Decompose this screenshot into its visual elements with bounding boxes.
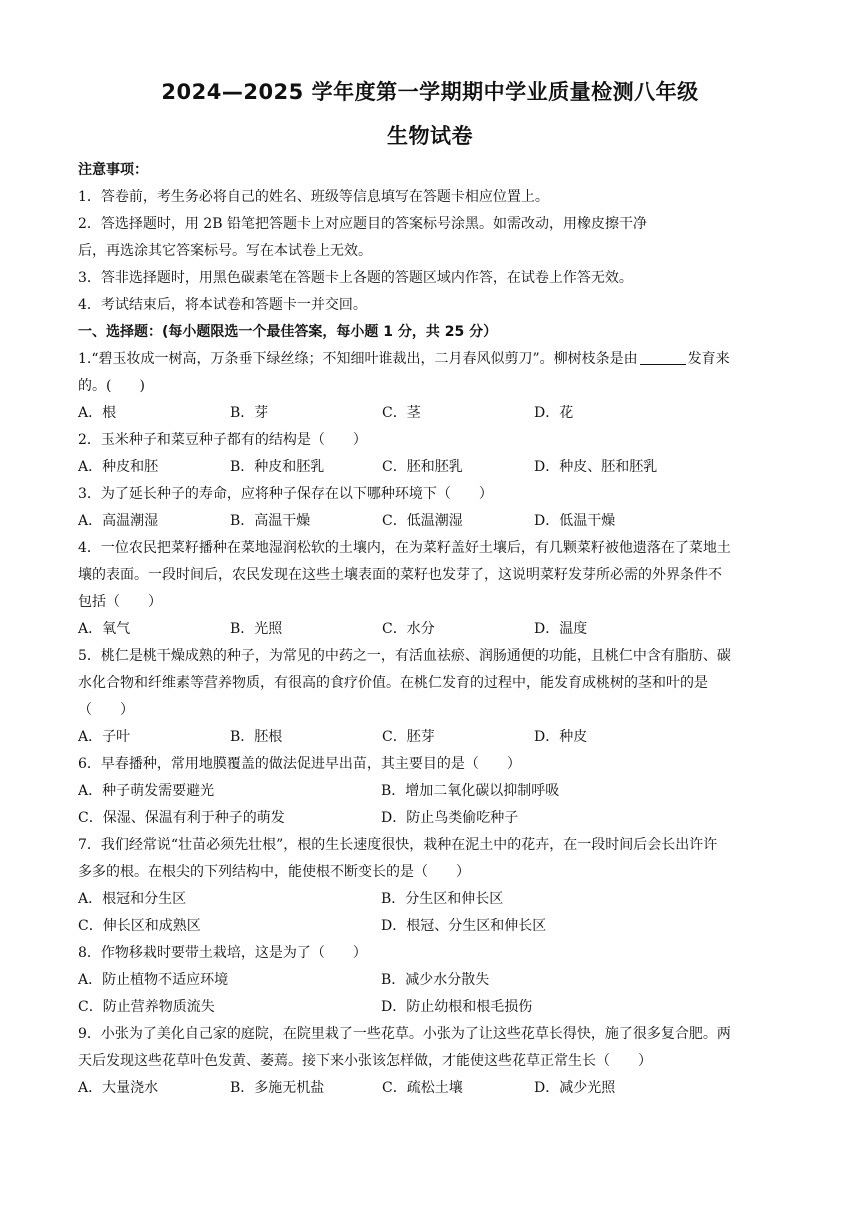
option: C．疏松土壤: [382, 1080, 463, 1096]
option: A．氧气: [78, 621, 131, 637]
question-text: 的。( ): [78, 378, 145, 394]
question-2-stem: 2．玉米种子和菜豆种子都有的结构是（ ）: [78, 432, 367, 448]
option: A．高温潮湿: [78, 513, 159, 529]
question-8-options: [78, 994, 786, 1021]
question-8-stem: 8．作物移栽时要带土栽培，这是为了（ ）: [78, 945, 367, 961]
question-7-options: [78, 913, 786, 940]
option: B．多施无机盐: [230, 1080, 325, 1096]
option: B．高温干燥: [230, 513, 311, 529]
question-4-stem: 4．一位农民把菜籽播种在菜地湿润松软的土壤内，在为菜籽盖好土壤后，有几颗菜籽被他遗落在了菜地土: [78, 540, 731, 556]
option: D．减少光照: [534, 1080, 616, 1096]
question-text: （ ）: [78, 702, 134, 718]
option: A．种子萌发需要避光: [78, 783, 215, 799]
question-3-stem: 3．为了延长种子的寿命，应将种子保存在以下哪种环境下（ ）: [78, 486, 493, 502]
option: C．胚和胚乳: [382, 459, 463, 475]
question-5-stem: 5．桃仁是桃干燥成熟的种子，为常见的中药之一，有活血祛瘀、润肠通便的功能，且桃仁中含有脂肪、碳: [78, 648, 731, 664]
question-7-stem: 7．我们经常说“壮苗必须先壮根”，根的生长速度很快，栽种在泥土中的花卉，在一段时间后会长出许许: [78, 837, 718, 853]
option: D．防止幼根和根毛损伤: [381, 999, 533, 1015]
option: C．低温潮湿: [382, 513, 463, 529]
option: B．胚根: [230, 729, 283, 745]
question-9-options: [78, 1075, 786, 1102]
question-text: 包括（ ）: [78, 594, 162, 610]
option: D．防止鸟类偷吃种子: [381, 810, 519, 826]
answer-blank: [640, 348, 686, 365]
question-6-stem: 6．早春播种，常用地膜覆盖的做法促进早出苗，其主要目的是（ ）: [78, 756, 521, 772]
option: A．大量浇水: [78, 1080, 159, 1096]
question-2-options: [78, 454, 786, 481]
question-text: 多多的根。在根尖的下列结构中，能使根不断变长的是（ ）: [78, 864, 470, 880]
exam-subtitle: 生物试卷: [387, 124, 473, 148]
option: D．种皮: [534, 729, 588, 745]
question-3-options: [78, 508, 786, 535]
question-text: 发育来: [687, 351, 730, 367]
option: A．种皮和胚: [78, 459, 159, 475]
question-5-options: [78, 724, 786, 751]
question-text: 水化合物和纤维素等营养物质，有很高的食疗价值。在桃仁发育的过程中，能发育成桃树的茎和叶的是: [78, 675, 708, 691]
notice-item: 3．答非选择题时，用黑色碳素笔在答题卡上各题的答题区域内作答，在试卷上作答无效。: [78, 270, 633, 286]
notice-item: 2．答选择题时，用 2B 铅笔把答题卡上对应题目的答案标号涂黑。如需改动，用橡皮擦干净: [78, 216, 648, 232]
option: C．伸长区和成熟区: [78, 918, 201, 934]
option: B．分生区和伸长区: [381, 891, 504, 907]
option: C．防止营养物质流失: [78, 999, 215, 1015]
option: B．增加二氧化碳以抑制呼吸: [381, 783, 560, 799]
option: A．根冠和分生区: [78, 891, 187, 907]
option: C．茎: [382, 405, 421, 421]
question-6-options: [78, 805, 786, 832]
option: D．种皮、胚和胚乳: [534, 459, 658, 475]
notice-item: 4．考试结束后，将本试卷和答题卡一并交回。: [78, 297, 367, 313]
option: A．防止植物不适应环境: [78, 972, 229, 988]
option: B．种皮和胚乳: [230, 459, 325, 475]
option: D．温度: [534, 621, 588, 637]
option: B．减少水分散失: [381, 972, 490, 988]
exam-content: [78, 157, 786, 1102]
option: C．保湿、保温有利于种子的萌发: [78, 810, 285, 826]
question-6-options: [78, 778, 786, 805]
question-9-stem: 9．小张为了美化自己家的庭院，在院里栽了一些花草。小张为了让这些花草长得快，施了很多复合肥。两: [78, 1026, 731, 1042]
option: D．根冠、分生区和伸长区: [381, 918, 547, 934]
option: D．花: [534, 405, 574, 421]
question-7-options: [78, 886, 786, 913]
question-1-options: [78, 400, 786, 427]
option: C．胚芽: [382, 729, 435, 745]
option: B．光照: [230, 621, 283, 637]
option: B．芽: [230, 405, 269, 421]
notice-item: 后，再选涂其它答案标号。写在本试卷上无效。: [78, 243, 372, 259]
section-heading: 一、选择题：(每小题限选一个最佳答案，每小题 1 分，共 25 分）: [78, 324, 498, 340]
question-1-stem: [78, 346, 786, 373]
question-text: 壤的表面。一段时间后，农民发现在这些土壤表面的菜籽也发芽了，这说明菜籽发芽所必需的外界条件不: [78, 567, 722, 583]
question-8-options: [78, 967, 786, 994]
question-4-options: [78, 616, 786, 643]
question-text: 1.“碧玉妆成一树高，万条垂下绿丝绦；不知细叶谁裁出，二月春风似剪刀”。柳树枝条是由: [78, 351, 638, 367]
notice-item: 1．答卷前，考生务必将自己的姓名、班级等信息填写在答题卡相应位置上。: [78, 189, 549, 205]
exam-title: 2024—2025 学年度第一学期期中学业质量检测八年级: [161, 80, 699, 104]
option: D．低温干燥: [534, 513, 616, 529]
question-text: 天后发现这些花草叶色发黄、萎蔫。接下来小张该怎样做，才能使这些花草正常生长（ ）: [78, 1053, 652, 1069]
option: A．根: [78, 405, 117, 421]
option: C．水分: [382, 621, 435, 637]
notice-heading: 注意事项：: [78, 162, 148, 178]
option: A．子叶: [78, 729, 131, 745]
